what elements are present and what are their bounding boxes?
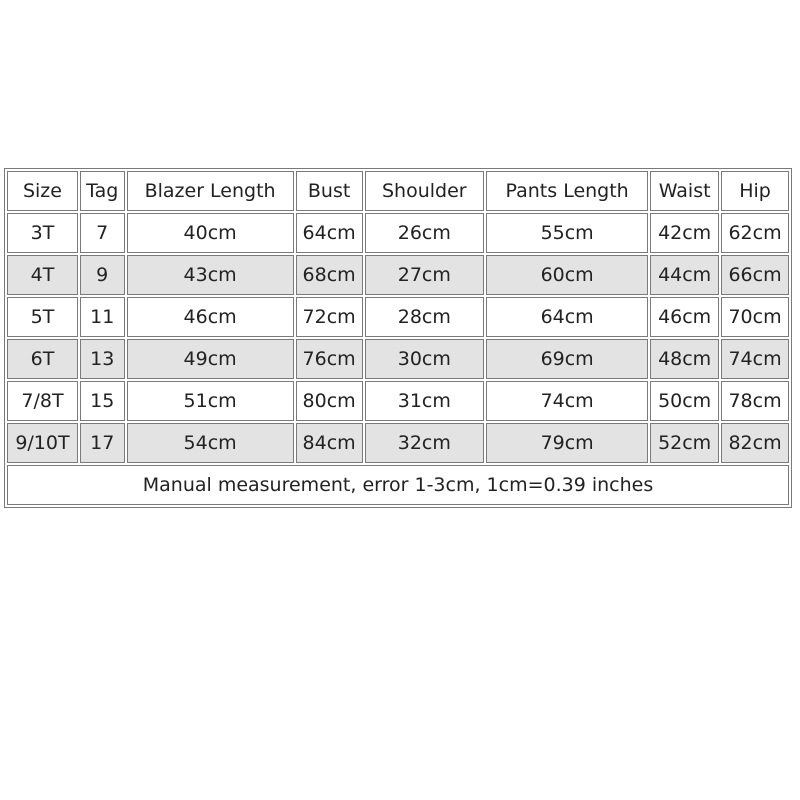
- cell-blazer-length: 54cm: [127, 423, 294, 463]
- cell-size: 3T: [7, 213, 78, 253]
- cell-blazer-length: 43cm: [127, 255, 294, 295]
- table-row: [7, 381, 789, 421]
- header-waist: Waist: [650, 171, 719, 211]
- cell-bust: 76cm: [296, 339, 363, 379]
- cell-size: 7/8T: [7, 381, 78, 421]
- cell-hip: 74cm: [721, 339, 789, 379]
- measurement-note: Manual measurement, error 1-3cm, 1cm=0.39 inches: [7, 465, 789, 505]
- cell-size: 9/10T: [7, 423, 78, 463]
- cell-tag: 9: [80, 255, 125, 295]
- cell-waist: 48cm: [650, 339, 719, 379]
- table-row: [7, 255, 789, 295]
- cell-shoulder: 27cm: [365, 255, 485, 295]
- header-pants-length: Pants Length: [486, 171, 648, 211]
- cell-shoulder: 26cm: [365, 213, 485, 253]
- cell-pants-length: 64cm: [486, 297, 648, 337]
- cell-bust: 80cm: [296, 381, 363, 421]
- cell-tag: 13: [80, 339, 125, 379]
- cell-shoulder: 30cm: [365, 339, 485, 379]
- cell-blazer-length: 49cm: [127, 339, 294, 379]
- cell-size: 4T: [7, 255, 78, 295]
- cell-hip: 78cm: [721, 381, 789, 421]
- cell-hip: 62cm: [721, 213, 789, 253]
- cell-shoulder: 32cm: [365, 423, 485, 463]
- size-chart-table: [4, 168, 792, 508]
- cell-hip: 66cm: [721, 255, 789, 295]
- cell-tag: 11: [80, 297, 125, 337]
- cell-bust: 68cm: [296, 255, 363, 295]
- cell-pants-length: 55cm: [486, 213, 648, 253]
- header-tag: Tag: [80, 171, 125, 211]
- header-blazer-length: Blazer Length: [127, 171, 294, 211]
- header-size: Size: [7, 171, 78, 211]
- cell-blazer-length: 40cm: [127, 213, 294, 253]
- cell-size: 6T: [7, 339, 78, 379]
- table-row: [7, 213, 789, 253]
- cell-bust: 84cm: [296, 423, 363, 463]
- cell-tag: 17: [80, 423, 125, 463]
- cell-waist: 50cm: [650, 381, 719, 421]
- cell-tag: 7: [80, 213, 125, 253]
- cell-hip: 82cm: [721, 423, 789, 463]
- header-shoulder: Shoulder: [365, 171, 485, 211]
- table-row: [7, 423, 789, 463]
- cell-blazer-length: 51cm: [127, 381, 294, 421]
- cell-bust: 64cm: [296, 213, 363, 253]
- cell-hip: 70cm: [721, 297, 789, 337]
- cell-tag: 15: [80, 381, 125, 421]
- cell-size: 5T: [7, 297, 78, 337]
- cell-waist: 42cm: [650, 213, 719, 253]
- note-row: [7, 465, 789, 505]
- cell-pants-length: 79cm: [486, 423, 648, 463]
- header-row: [7, 171, 789, 211]
- cell-waist: 52cm: [650, 423, 719, 463]
- table-row: [7, 339, 789, 379]
- cell-waist: 46cm: [650, 297, 719, 337]
- cell-pants-length: 74cm: [486, 381, 648, 421]
- cell-pants-length: 69cm: [486, 339, 648, 379]
- table-row: [7, 297, 789, 337]
- cell-shoulder: 31cm: [365, 381, 485, 421]
- cell-waist: 44cm: [650, 255, 719, 295]
- cell-blazer-length: 46cm: [127, 297, 294, 337]
- header-hip: Hip: [721, 171, 789, 211]
- header-bust: Bust: [296, 171, 363, 211]
- cell-bust: 72cm: [296, 297, 363, 337]
- cell-pants-length: 60cm: [486, 255, 648, 295]
- cell-shoulder: 28cm: [365, 297, 485, 337]
